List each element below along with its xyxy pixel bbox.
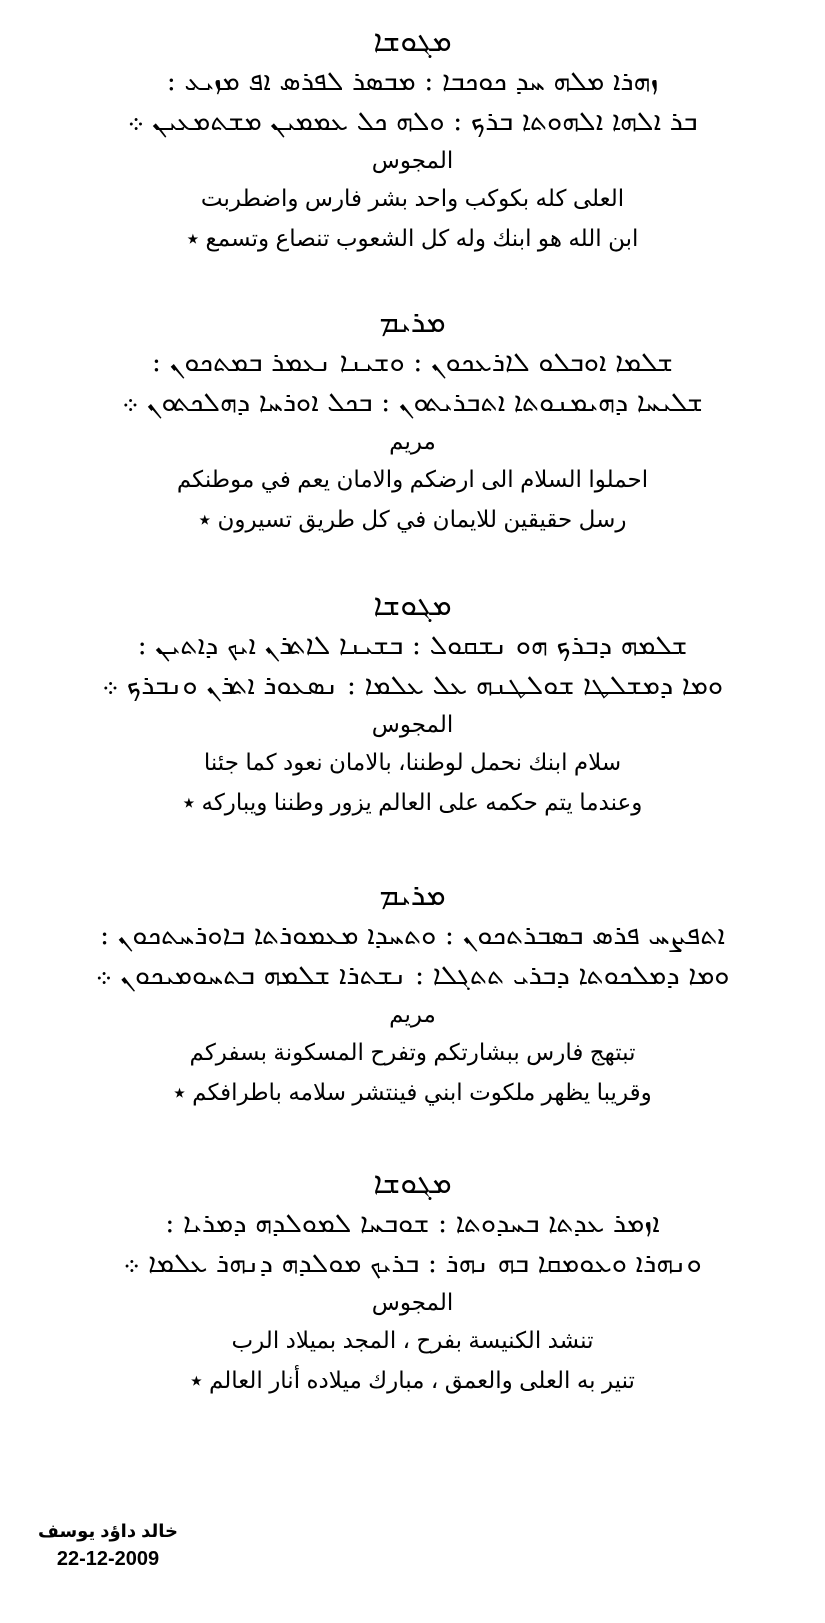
arabic-verse-line: رسل حقيقين للايمان في كل طريق تسيرون ٭ xyxy=(198,506,627,532)
author-signature xyxy=(38,1518,178,1574)
arabic-verse-line: تنير به العلى والعمق ، مبارك ميلاده أنار العالم ٭ xyxy=(190,1367,635,1393)
syriac-verse-line: ܘܡܐ ܕܡܠܟܘܬܐ ܕܒܪܝ ܬܬܓܠܐ : ܢܫܬܪܐ ܫܠܡܗ ܒܬܚܘܡܝܟܘܢ ܀ xyxy=(95,960,730,991)
arabic-verse-line: العلى كله بكوكب واحد بشر فارس واضطربت xyxy=(200,185,625,211)
syriac-speaker-heading: ܡܓܘܫܐ xyxy=(373,1166,452,1201)
signature-date: 22-12-2009 xyxy=(56,1548,160,1570)
syriac-verse-line: ܙܗܪܐ ܡܠܗ ܚܕ ܟܘܟܒܐ : ܡܒܣܪ ܠܦܪܣ ܐܦ ܡܙܝܥ : xyxy=(166,66,659,97)
syriac-verse-line: ܒܪ ܐܠܗܐ ܐܠܗܘܬܐ ܒܪܟ : ܘܠܗ ܟܠ ܥܡܡܝܢ ܡܫܬܡܥܝܢ ܀ xyxy=(127,106,698,137)
arabic-verse-line: تنشد الكنيسة بفرح ، المجد بميلاد الرب xyxy=(231,1327,594,1353)
syriac-speaker-heading: ܡܪܝܡ xyxy=(379,878,446,913)
arabic-verse-line: ابن الله هو ابنك وله كل الشعوب تنصاع وتسمع ٭ xyxy=(186,225,639,251)
syriac-verse-line: ܫܠܝܚܐ ܕܗܝܡܢܘܬܐ ܐܬܒܪܝܬܘܢ : ܒܟܠ ܐܘܪܚܐ ܕܗܠܟܬܘܢ ܀ xyxy=(122,387,703,418)
syriac-verse-line: ܘܡܐ ܕܡܫܠܛܐ ܫܘܠܛܢܗ ܥܠ ܥܠܡܐ : ܢܣܥܘܪ ܐܬܪܢ ܘܢܒܪܟ ܀ xyxy=(101,670,724,701)
stanza-4 xyxy=(0,876,825,1112)
syriac-speaker-heading: ܡܓܘܫܐ xyxy=(373,588,452,623)
arabic-speaker-heading: المجوس xyxy=(371,1289,454,1315)
arabic-speaker-heading: المجوس xyxy=(371,147,454,173)
syriac-speaker-heading: ܡܓܘܫܐ xyxy=(373,24,452,59)
arabic-speaker-heading: مريم xyxy=(389,1001,436,1027)
arabic-speaker-heading: مريم xyxy=(389,428,436,454)
syriac-verse-line: ܫܠܡܗ ܕܒܪܟ ܗܘ ܢܫܩܘܠ : ܒܫܝܢܐ ܠܐܬܪܢ ܐܝܟ ܕܐܬܝܢ : xyxy=(137,630,688,661)
arabic-speaker-heading: المجوس xyxy=(371,711,454,737)
arabic-verse-line: احملوا السلام الى ارضكم والامان يعم في موطنكم xyxy=(176,466,649,492)
author-name: خالد داؤد يوسف xyxy=(38,1521,178,1541)
syriac-verse-line: ܐܙܡܪ ܥܕܬܐ ܒܚܕܘܬܐ : ܫܘܒܚܐ ܠܡܘܠܕܗ ܕܡܪܝܐ : xyxy=(165,1208,660,1239)
arabic-verse-line: تبتهج فارس ببشارتكم وتفرح المسكونة بسفركم xyxy=(189,1039,636,1065)
syriac-verse-line: ܘܢܗܪܐ ܘܥܘܡܩܐ ܒܗ ܢܗܪ : ܒܪܝܟ ܡܘܠܕܗ ܕܢܗܪ ܥܠܡܐ ܀ xyxy=(123,1248,702,1279)
arabic-verse-line: سلام ابنك نحمل لوطننا، بالامان نعود كما جئنا xyxy=(203,749,622,775)
arabic-verse-line: وعندما يتم حكمه على العالم يزور وطننا ويباركه ٭ xyxy=(182,789,643,815)
syriac-speaker-heading: ܡܪܝܡ xyxy=(379,305,446,340)
stanza-2 xyxy=(0,303,825,539)
syriac-verse-line: ܐܬܦܨܚ ܦܪܣ ܒܣܒܪܬܟܘܢ : ܘܬܚܕܐ ܡܥܡܘܪܬܐ ܒܐܘܪܚܬܟܘܢ : xyxy=(99,920,726,951)
stanza-5 xyxy=(0,1164,825,1400)
syriac-verse-line: ܫܠܡܐ ܐܘܒܠܘ ܠܐܪܥܟܘܢ : ܘܫܝܢܐ ܢܥܡܪ ܒܡܬܟܘܢ : xyxy=(151,347,674,378)
arabic-verse-line: وقريبا يظهر ملكوت ابني فينتشر سلامه باطرافكم ٭ xyxy=(173,1079,652,1105)
stanza-3 xyxy=(0,586,825,822)
stanza-1 xyxy=(0,22,825,258)
